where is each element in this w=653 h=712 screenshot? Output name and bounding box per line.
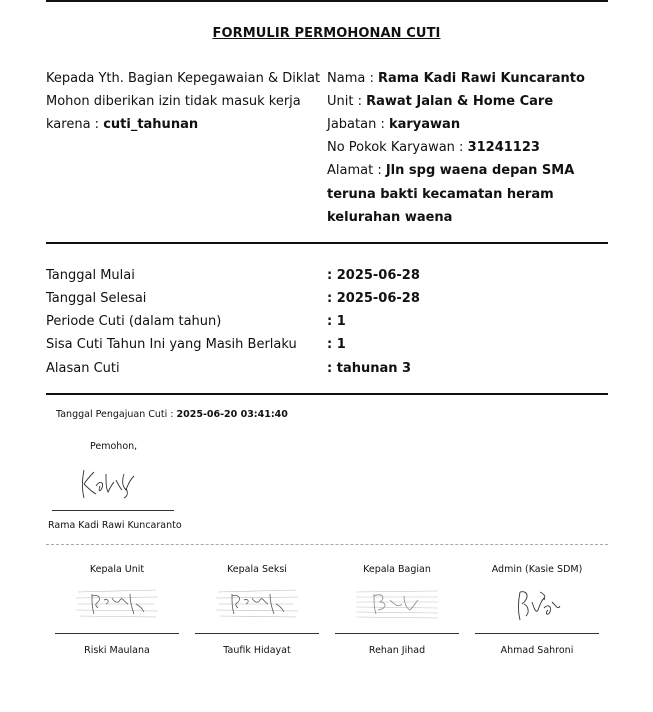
approver-role-1: Kepala Unit: [89, 564, 145, 575]
approver-name-4: Ahmad Sahroni: [500, 645, 574, 656]
applicant-signature: [78, 466, 138, 502]
approver-name-2: Taufik Hidayat: [223, 645, 291, 656]
request-line: Mohon diberikan izin tidak masuk kerja: [46, 94, 301, 109]
approver-signature-line-3: [335, 633, 459, 634]
employee-address-row: [327, 159, 617, 230]
section-divider-2: [46, 393, 608, 395]
employee-position-row: [327, 113, 460, 136]
approver-role-4: Admin (Kasie SDM): [491, 564, 583, 575]
employee-position: karyawan: [388, 117, 461, 132]
form-title: FORMULIR PERMOHONAN CUTI: [212, 26, 441, 41]
addressee-line: Kepada Yth. Bagian Kepegawaian & Diklat: [46, 71, 321, 86]
period-value: : 1: [327, 314, 346, 329]
employee-address: Jln spg waena depan SMA teruna bakti kecamatan heram kelurahan waena: [327, 163, 575, 225]
leave-reason-value: : tahunan 3: [327, 361, 412, 376]
end-date-value: : 2025-06-28: [327, 291, 420, 306]
submission-date: 2025-06-20 03:41:40: [176, 409, 288, 420]
end-date-label: Tanggal Selesai: [46, 291, 147, 306]
remaining-label: Sisa Cuti Tahun Ini yang Masih Berlaku: [46, 337, 297, 352]
employee-unit-label: Unit :: [327, 94, 367, 109]
employee-name-row: [327, 67, 585, 90]
employee-address-label: Alamat :: [327, 163, 386, 178]
approver-signature-3: [354, 586, 440, 624]
reason-label: karena :: [46, 117, 104, 132]
approver-signature-2: [214, 584, 300, 624]
employee-position-label: Jabatan :: [327, 117, 389, 132]
employee-name: Rama Kadi Rawi Kuncaranto: [377, 71, 585, 86]
submission-date-row: [56, 409, 288, 420]
start-date-value: : 2025-06-28: [327, 268, 420, 283]
employee-unit: Rawat Jalan & Home Care: [366, 94, 554, 109]
approver-name-1: Riski Maulana: [84, 645, 150, 656]
applicant-label: Pemohon,: [90, 441, 138, 452]
reason-line: [46, 113, 198, 136]
approver-signature-line-1: [55, 633, 179, 634]
employee-id-label: No Pokok Karyawan :: [327, 140, 468, 155]
dashed-divider: [46, 544, 608, 545]
employee-unit-row: [327, 90, 553, 113]
leave-reason-label: Alasan Cuti: [46, 361, 120, 376]
employee-id: 31241123: [467, 140, 540, 155]
approver-name-3: Rehan Jihad: [368, 645, 426, 656]
applicant-name: Rama Kadi Rawi Kuncaranto: [48, 520, 182, 531]
approver-signature-line-4: [475, 633, 599, 634]
top-divider: [46, 0, 608, 2]
approver-signature-1: [74, 584, 160, 624]
remaining-value: : 1: [327, 337, 346, 352]
reason-type: cuti_tahunan: [103, 117, 199, 132]
approver-role-3: Kepala Bagian: [363, 564, 431, 575]
applicant-signature-line: [52, 510, 174, 511]
start-date-label: Tanggal Mulai: [46, 268, 135, 283]
submission-date-label: Tanggal Pengajuan Cuti :: [56, 409, 177, 420]
approver-signature-line-2: [195, 633, 319, 634]
employee-name-label: Nama :: [327, 71, 378, 86]
period-label: Periode Cuti (dalam tahun): [46, 314, 222, 329]
section-divider: [46, 242, 608, 244]
employee-id-row: [327, 136, 540, 159]
approver-signature-4: [514, 586, 564, 626]
approver-role-2: Kepala Seksi: [227, 564, 287, 575]
